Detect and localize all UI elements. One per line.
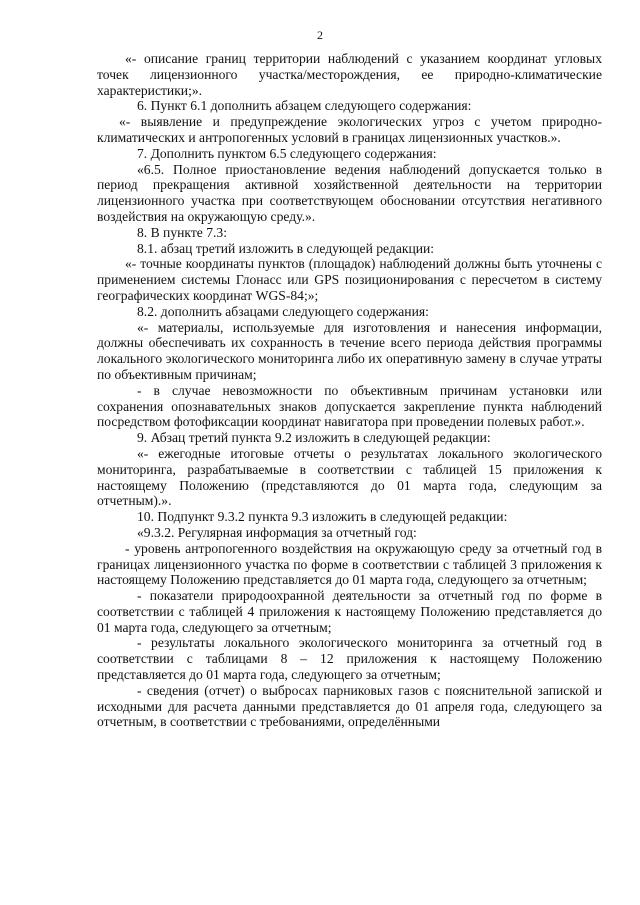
- quote-paragraph-annual-reports: «- ежегодные итоговые отчеты о результатах локального экологического мониторинга, разрабатываемые в соответствии с таблицей 15 приложения к настоящему Положению (представляются до 01 марта года, следующим за отчетным).».: [97, 445, 602, 509]
- quote-paragraph-threats: «- выявление и предупреждение экологических угроз с учетом природно-климатических и антропогенных условий в границах лицензионных участков.».: [97, 114, 602, 145]
- quote-paragraph-coordinates: «- точные координаты пунктов (площадок) наблюдений должны быть уточнены с применением системы Глонасс или GPS позиционирования с пересчетом в систему географических координат WGS-84;»;: [97, 256, 602, 303]
- quote-paragraph-materials: «- материалы, используемые для изготовления и нанесения информации, должны обеспечивать их сохранность в течение всего периода действия программы локального экологического мониторинга либо их оперативную замену в случае утраты по объективным причинам;: [97, 319, 602, 382]
- item-8-2-heading: 8.2. дополнить абзацами следующего содержания:: [137, 303, 429, 319]
- paragraph-anthropogenic-impact: - уровень антропогенного воздействия на окружающую среду за отчетный год в границах лицензионного участка по форме в соответствии с таблицей 3 приложения к настоящему Положению представляется до 01 марта года, следующего за отчетным;: [97, 540, 602, 588]
- paragraph-environmental-indicators: - показатели природоохранной деятельности за отчетный год по форме в соответствии с таблицей 4 приложения к настоящему Положению представляется до 01 марта года, следующего за отчетным;: [97, 588, 602, 635]
- page-number: 2: [317, 28, 323, 42]
- document-body: [97, 51, 602, 730]
- item-9-heading: 9. Абзац третий пункта 9.2 изложить в следующей редакции:: [137, 430, 491, 446]
- quote-paragraph-9-3-2: «9.3.2. Регулярная информация за отчетный год:: [137, 524, 417, 540]
- paragraph-greenhouse-gases: - сведения (отчет) о выбросах парниковых газов с пояснительной запиской и исходными для расчета данными представляется до 01 апреля года, следующего за отчетным, в соответствии с требованиями, определёнными: [97, 682, 602, 730]
- quote-paragraph-boundaries: «- описание границ территории наблюдений с указанием координат угловых точек лицензионного участка/месторождения, ее природно-климатические характеристики;».: [97, 51, 602, 98]
- quote-paragraph-6-5: «6.5. Полное приостановление ведения наблюдений допускается только в период прекращения активной хозяйственной деятельности на территории лицензионного участка при соответствующем обосновании отсутствия негативного воздействия на окружающую среду.».: [97, 161, 602, 224]
- item-6-heading: 6. Пункт 6.1 дополнить абзацем следующего содержания:: [137, 98, 472, 114]
- paragraph-photo-fixation: - в случае невозможности по объективным причинам установки или сохранения опознавательных знаков допускается закрепление пункта наблюдений посредством фотофиксации координат навигатора при проведении полевых работ.».: [97, 382, 602, 430]
- item-8-1-heading: 8.1. абзац третий изложить в следующей редакции:: [137, 240, 435, 256]
- paragraph-monitoring-results: - результаты локального экологического мониторинга за отчетный год в соответствии с таблицами 8 – 12 приложения к настоящему Положению представляется до 01 марта года, следующего за отчетным;: [97, 635, 602, 683]
- item-8-heading: 8. В пункте 7.3:: [137, 224, 227, 240]
- item-7-heading: 7. Дополнить пунктом 6.5 следующего содержания:: [137, 145, 437, 161]
- item-10-heading: 10. Подпункт 9.3.2 пункта 9.3 изложить в следующей редакции:: [137, 509, 508, 525]
